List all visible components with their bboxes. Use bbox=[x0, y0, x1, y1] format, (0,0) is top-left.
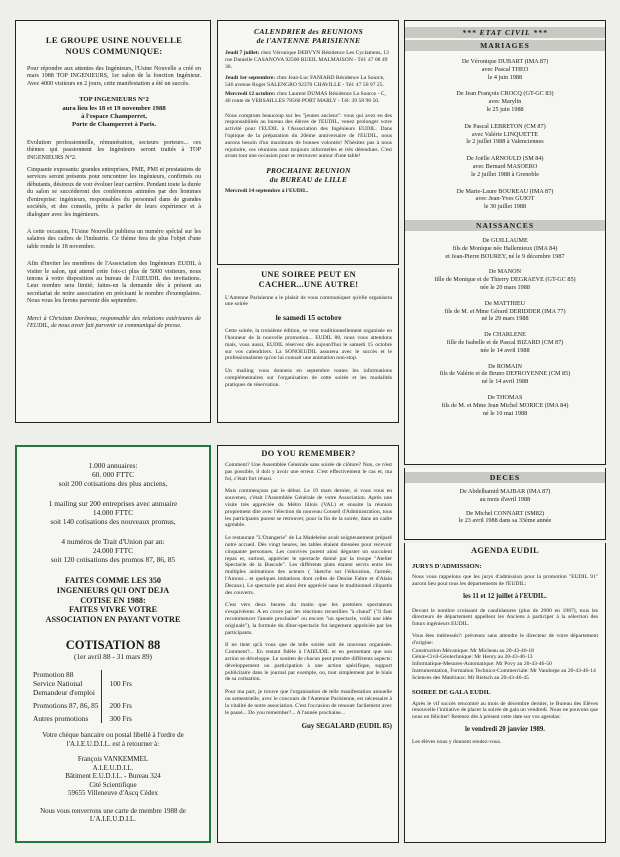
annuaires-cost: 60. 000 FTTC bbox=[91, 470, 135, 479]
address-org: A.I.E.U.D.I.L. bbox=[92, 763, 134, 772]
event-address: Porte de Champerret à Paris. bbox=[71, 121, 156, 129]
address-name: François VANKEMMEL bbox=[77, 755, 149, 764]
reunion-2 bbox=[225, 75, 392, 89]
mailing-cost: 14.000 FTTC bbox=[92, 508, 134, 517]
mariage-line: avec Jean-Yves GUIOT bbox=[475, 195, 535, 203]
jury-intro: Nous vous rappelons que les jurys d'admission pour la promotion "EUDIL 91" auront lieu pour tous les départements de l'EUDIL: bbox=[412, 574, 598, 587]
naissance-entry bbox=[405, 268, 605, 291]
reunion-1-text: chez Véronique DERVYN Résidence Les Cyclamens, 13 rue Danielle CASANOVA 92500 RUEIL MALMAISON - Tél: 47 08 49 36. bbox=[225, 50, 389, 70]
cotisation-title: COTISATION 88 bbox=[65, 637, 161, 652]
mariage-line: le 30 juillet 1988 bbox=[483, 203, 527, 211]
naissance-entry bbox=[405, 331, 605, 354]
prochaine-reunion-date: Mercredi 14 septembre à l'EUDIL. bbox=[225, 188, 309, 195]
prochaine-reunion-1: PROCHAINE REUNION bbox=[266, 166, 351, 176]
calendrier-title-2: de l'ANTENNE PARISIENNE bbox=[256, 36, 361, 45]
prochaine-reunion-2: du BUREAU de LILLE bbox=[269, 174, 348, 184]
mariage-entry bbox=[405, 123, 605, 146]
cotisation-table bbox=[31, 670, 134, 723]
mariage-line: avec Valérie LINQUETTE bbox=[471, 130, 539, 138]
naissance-line: née le 14 avril 1988 bbox=[480, 346, 530, 354]
trait-union-equiv: soit 120 cotisations des promos 87, 86, 85 bbox=[50, 555, 176, 564]
tarif-price-3: 300 Frs bbox=[101, 714, 134, 723]
mariage-line: De Véronique DUBART (IMA 87) bbox=[461, 58, 549, 65]
mariage-line: le 2 juillet 1988 à Valenciennes bbox=[466, 138, 544, 146]
naissance-line: et Jean-Pierre BOUREY, né le 9 décembre 1987 bbox=[445, 252, 565, 260]
gala-title: SOIREE DE GALA EUDIL bbox=[412, 688, 491, 696]
gala-date: le vendredi 20 janvier 1989. bbox=[465, 725, 545, 733]
mariages-list bbox=[405, 58, 605, 211]
agenda-section bbox=[404, 543, 606, 843]
event-date: aura lieu les 18 et 19 novembre 1988 bbox=[62, 104, 166, 112]
groupe-salaires: A cette occasion, l'Usine Nouvelle publiera un numéro spécial sur les salaires des cadres de l'industrie. Ce thème fera de plus l'objet d'une table ronde le 18 novembre. bbox=[27, 228, 201, 250]
trait-union-label: 4 numéros de Trait d'Union par an: bbox=[61, 537, 165, 546]
department-contact: Sciences des Matériaux: Mr Rietsch au 20-43-46-45 bbox=[412, 674, 529, 681]
naissance-entry bbox=[405, 363, 605, 386]
naissance-line: fille de Isabelle et de Pascal BIZARD (CM 87) bbox=[446, 338, 564, 346]
naissance-line: né le 29 mars 1988 bbox=[481, 315, 529, 323]
jury-title: JURYS D'ADMISSION: bbox=[412, 563, 482, 570]
mariage-entry bbox=[405, 90, 605, 113]
reunion-3-text: chez Laurent DUMAS Résidence La Source - C, 46 route de VERSAILLES 78560 PORT MARLY - Tél: 39 58 98 50. bbox=[225, 90, 386, 104]
naissances-header: NAISSANCES bbox=[405, 220, 605, 231]
calendrier-body: Nous comptons beaucoup sur les "jeunes anciens": vous qui avez eu des responsabilités au bureau des élèves de l'EUDIL, venez prolonger votre activité pour l'EUDIL à l'Association des Ingénieurs EUDIL. Dans l'optique de la préparation du 20ème anniversaire de l'EUDIL, nous aurons besoin d'un maximum de bonnes volontés! N'hésitez pas à nous rejoindre, ces réunions sont toujours informelles et très détendues. C'est avant tout une occasion pour se retrouver autour d'une table! bbox=[225, 112, 392, 160]
groupe-title-2: NOUS COMMUNIQUE: bbox=[65, 45, 163, 56]
naissance-line: De CHARLENE bbox=[484, 331, 526, 339]
remember-p3: Le restaurant "L'Orangerie" de La Madeleine avait soigneusement préparé notre accueil. Dès vingt heures, les tables étaient dressées pour recevoir cinquante personnes. Les convives purent ainsi déguster un succulent repas et, surtout, apprécier le spectacle donné par la troupe "Atelier Spectacle de la Buscule". Les différents plats étaient servis entre les multiples animations des acteurs ( 'sketchs sur l'éducation, l'armée, l'Amour... et quelques imitations dont celles de Denise Fabre et d'Alain Decaux). Le spectacle put ainsi être apprécié sans le traditionnel cliquetis des couverts. bbox=[225, 535, 392, 596]
reunion-1 bbox=[225, 50, 392, 70]
event-title: TOP INGENIEURS N°2 bbox=[79, 96, 149, 104]
reunion-3-date: Mercredi 12 octobre: bbox=[225, 90, 276, 97]
naissance-line: fils de Valérie et de Bruno DEFROYENNE (CM 85) bbox=[439, 370, 571, 378]
membership-card-note: Nous vous renverrons une carte de membre 1988 de L'A.I.E.U.D.I.L. bbox=[40, 806, 186, 824]
gala-rendezvous: Les élèves nous y donnent rendez-vous. bbox=[412, 738, 502, 745]
cotisation-period: (1er avril 88 - 31 mars 89) bbox=[74, 651, 152, 661]
naissances-list bbox=[405, 237, 605, 417]
soiree-intro: L'Antenne Parisienne a le plaisir de vous communiquer qu'elle organisera une soirée bbox=[225, 294, 392, 308]
remember-title: DO YOU REMEMBER? bbox=[261, 449, 356, 458]
naissance-line: né le 10 mai 1988 bbox=[482, 409, 528, 417]
reunion-3 bbox=[225, 91, 392, 105]
remember-p1: Comment? Une Assemblée Générale sans soirée de clôture? Non, ce n'est pas possible, il doit y avoir une erreur. C'est effectivement le cas et, ma foi, c'était fort réussi. bbox=[225, 462, 392, 482]
address-cite: Cité Scientifique bbox=[89, 780, 137, 789]
department-contacts bbox=[412, 648, 598, 682]
naissance-entry bbox=[405, 237, 605, 260]
mariage-entry bbox=[405, 188, 605, 211]
mariage-entry bbox=[405, 155, 605, 178]
event-place: à l'espace Champerret, bbox=[81, 113, 147, 121]
reunion-2-date: Jeudi 1er septembre: bbox=[225, 75, 276, 82]
groupe-invitations: Afin d'inviter les membres de l'Association des Ingénieurs EUDIL à visiter le salon, qui attend cette fois-ci plus de 5000 visiteurs, nous tenons à votre disposition au bureau de l'AIEUDIL des invitations. Leur nombre sera limité; faites-en la demande dès à présent au secrétariat de notre association en précisant le nombre d'exemplaires. Nous vous les ferons parvenir dès septembre. bbox=[27, 261, 201, 305]
tarif-price-2: 200 Frs bbox=[101, 701, 134, 710]
groupe-title-1: LE GROUPE USINE NOUVELLE bbox=[45, 35, 183, 45]
naissance-line: fils de M. et Mme Gérard DERIDDER (IMA 77) bbox=[444, 307, 566, 315]
mariage-line: De Joëlle ARNOULD (SM 84) bbox=[466, 155, 544, 163]
mariage-line: le 25 juin 1988 bbox=[486, 105, 524, 113]
naissance-line: De THOMAS bbox=[487, 393, 523, 401]
deces-line: au mois d'avril 1988 bbox=[479, 495, 531, 503]
soiree-title-2: CACHER...UNE AUTRE! bbox=[258, 279, 359, 289]
naissance-entry bbox=[405, 300, 605, 323]
annuaires-equiv: soit 200 cotisations des plus anciens, bbox=[58, 479, 168, 488]
deces-line: le 23 avril 1988 dans sa 33ème année bbox=[458, 517, 552, 525]
department-contact: Informatique-Mesures-Automatique: Mr Povy au 20-43-46-50 bbox=[412, 661, 552, 668]
annuaires-label: 1.000 annuaires: bbox=[88, 461, 138, 470]
groupe-themes: Evolution professionnelle, rémunération, secteurs porteurs... ces thèmes qui passionnent les ingénieurs seront traités à TOP INGENIEURS N°2. bbox=[27, 139, 201, 161]
address-city: 59655 Villeneuve d'Ascq Cédex bbox=[68, 789, 158, 798]
etat-civil-header: *** ETAT CIVIL *** bbox=[405, 27, 605, 38]
trait-union-cost: 24.000 FTTC bbox=[92, 546, 134, 555]
calendrier-title-1: CALENDRIER des REUNIONS bbox=[253, 27, 363, 36]
naissance-line: fils de M. et Mme Jean Michel MORICE (IMA 84) bbox=[441, 401, 569, 409]
cotisation-section bbox=[15, 445, 211, 843]
cheque-instruction: Votre chèque bancaire ou postal libellé à l'ordre de l'A.I.E.U.D.I.L. est à retourner à: bbox=[42, 730, 184, 748]
mariage-line: avec Marylin bbox=[488, 98, 522, 106]
deces-line: De Michel CONNART (SM82) bbox=[465, 509, 545, 517]
naissance-line: né le 14 avril 1988 bbox=[481, 378, 529, 386]
mariage-line: avec Bernard MASOERO bbox=[472, 162, 538, 170]
remember-p2: Mais commençons par le début. Le 19 mars dernier, si vous vous en souvenez, c'était l'Assemblée Générale de votre Association. Après une visite très appréciée du Métro lillois (VAL) et ensuite la réunion proprement dite avec l'élection du nouveau Conseil d'Administration, tous les participants purent se retrouver, pour la fin de la soirée, dans un cadre agréable. bbox=[225, 488, 392, 529]
tarif-row-3: Autres promotions bbox=[33, 713, 89, 723]
deces-line: De Abdelhamid MAJBAR (IMA 87) bbox=[459, 488, 551, 495]
remember-signature: Guy SEGALARD (EUDIL 85) bbox=[301, 722, 392, 731]
soiree-details: Cette soirée, la troisième édition, se veut traditionnellement organisée en l'honneur de la nouvelle promotion... EUDIL 88, nous vous attendons mais, vous aussi, EUDIL réservez dès aujourd'hui le samedi 15 octobre sur vos calendriers. La SONOEUDIL assurera avec le succès et le professionalisme qu'on lui connait une animation non-stop. bbox=[225, 328, 392, 362]
naissance-entry bbox=[405, 394, 605, 417]
naissance-line: fille de Monique et de Thierry DEGRAEVE (GT-GC 85) bbox=[434, 276, 576, 284]
slogan-line-4: FAITES VIVRE VOTRE bbox=[68, 605, 158, 615]
slogan-line-5: ASSOCIATION EN PAYANT VOTRE bbox=[45, 615, 181, 625]
remember-p4: C'est vers deux heures du matin que les premiers spectateurs s'esquivèrent. A en croire par les réactions recueillies "à chaud" ("il faut recommencer l'année prochaine" ou encore "un spectacle, voilà une idée originale"), la formule du dîner-spectacle fut largement appréciée par les participants. bbox=[225, 602, 392, 636]
address-building: Bâtiment E.U.D.I.L. - Bureau 324 bbox=[65, 772, 161, 781]
groupe-exposants: Cinquante exposants: grandes entreprises, PME, PMI et prestataires de services seront présents pour rencontrer les ingénieurs, confirmés ou débutants, désireux de voir évoluer leur carrière. Pendant toute la durée du salon se succèderont des conférences animées par des hommes d'entreprise: ingénieurs, responsables du personnel dans de grandes sociétés, et des conseils, prêts à parler de leurs expérience et à dialoguer avec les ingénieurs. bbox=[27, 167, 201, 218]
mariage-line: le 2 juillet 1988 à Grenoble bbox=[471, 170, 539, 178]
mariage-line: avec Pascal THEO bbox=[481, 65, 529, 73]
soiree-section bbox=[217, 268, 399, 423]
mariages-header: MARIAGES bbox=[405, 40, 605, 51]
slogan-line-1: FAITES COMME LES 350 bbox=[64, 576, 162, 585]
groupe-intro: Pour répondre aux attentes des Ingénieurs, l'Usine Nouvelle a créé en mars 1988 TOP INGENIEURS, 1er salon de la fonction Ingénieur. Avec 4000 visiteurs en 2 jours, cette manifestation a été un succès. bbox=[27, 66, 201, 87]
slogan-line-3: COTISE EN 1988: bbox=[80, 595, 146, 605]
mailing-label: 1 mailing sur 200 entreprises avec annuaire bbox=[48, 499, 178, 508]
slogan-line-2: INGENIEURS QUI ONT DEJA bbox=[56, 585, 170, 595]
naissance-line: De MANON bbox=[488, 268, 522, 276]
naissance-line: De GUILLAUME bbox=[482, 236, 528, 244]
remember-p6: Pour ma part, je trouve que l'organisation de telle manifestation annuelle ou semestrielle, avec le concours de l'Antenne Parisienne, est nécessaire à la vitalité de notre association. C'est l'occasion de renouer facilement avec le passé... Do you remember?... A l'année prochaine... bbox=[225, 689, 392, 716]
deces-section bbox=[404, 468, 606, 540]
mariage-line: De Jean François CROCQ (GT-GC 83) bbox=[456, 90, 554, 98]
mariage-line: De Marie-Laure BOUREAU (IMA 87) bbox=[456, 187, 554, 195]
soiree-date: le samedi 15 octobre bbox=[275, 313, 342, 323]
naissance-line: née le 20 mars 1988 bbox=[480, 283, 530, 291]
deces-header: DECES bbox=[405, 472, 605, 483]
remember-section bbox=[217, 445, 399, 843]
mariage-line: le 4 juin 1988 bbox=[487, 73, 523, 81]
jury-interesses: Vous êtes intéressés?: prévenez sans attendre le directeur de votre département d'origine: bbox=[412, 632, 598, 646]
department-contact: Construction Mécanique: Mr Micheau au 20-43-46-18 bbox=[412, 647, 534, 654]
remember-p5: Il ne tient qu'à vous que de telle soirée soit de nouveau organisée. Comment?... En restant fidèle à l'AIEUDIL et en permettant que son action se développe. Le soutien de chacun peut prendre différents aspects: développement ou participation à une action spécifique, support publicitaire dans le journal par exemple, ou, tout simplement par le biais de sa cotisation. bbox=[225, 642, 392, 683]
soiree-title-1: UNE SOIREE PEUT EN bbox=[261, 270, 356, 279]
department-contact: Génie-Civil-Géotechnique: Mr Henry au 20-43-46-13 bbox=[412, 654, 533, 661]
gala-intro: Après le vif succès rencontré au mois de décembre dernier, le Bureau des Elèves renouvelle l'initiative de placer la soirée de gala un vendredi. Nous ne pouvons que nous en féliciter! Retenez dès à présent cette date sur vos agendas: bbox=[412, 700, 598, 721]
tarif-row-2: Promotions 87, 86, 85 bbox=[33, 700, 99, 710]
groupe-thanks: Merci à Christian Dorémus, responsable des relations extérieures de l'EUDIL, de nous avoir fait parvenir ce communiqué de presse. bbox=[27, 315, 201, 329]
naissance-line: fils de Monique née Hallemieux (IMA 84) bbox=[452, 244, 558, 252]
tarif-row-1: Promotion 88 Service National Demandeur d'emploi bbox=[33, 669, 95, 697]
jury-date: les 11 et 12 juillet à l'EUDIL. bbox=[463, 592, 547, 600]
mailing-equiv: soit 140 cotisations des nouveaux promus, bbox=[50, 517, 176, 526]
deces-entry bbox=[405, 510, 605, 526]
groupe-usine-section bbox=[15, 20, 211, 423]
reunion-1-date: Jeudi 7 juillet: bbox=[225, 50, 260, 56]
jury-candidatures: Devant le nombre croissant de candidatures (plus de 2000 en 1987), tous les directeurs de département appellent les Anciens à participer à la sélection des futurs ingénieurs EUDIL. bbox=[412, 607, 598, 628]
deces-list bbox=[405, 488, 605, 525]
reunion-2-text: chez Jean-Luc FANIARD Résidence La Source, 546 avenue Roger SALENGRO 92370 CHAVILLE - Tél: 47 50 97 25. bbox=[225, 75, 385, 89]
deces-entry bbox=[405, 488, 605, 504]
department-contact: Instrumentation, Formation Technico-Commerciale: Mr Vandorpe au 20-43-46-14 bbox=[412, 667, 596, 674]
agenda-title: AGENDA EUDIL bbox=[470, 546, 540, 555]
etat-civil-section bbox=[404, 20, 606, 465]
mariage-line: De Pascal LEBRETON (CM 87) bbox=[464, 122, 546, 130]
naissance-line: De ROMAIN bbox=[488, 362, 522, 370]
soiree-mailing: Un mailing vous donnera en septembre toutes les informations complémentaires sur l'organisation de cette soirée et les modalités pratiques de réservation. bbox=[225, 368, 392, 388]
naissance-line: De MATTHIEU bbox=[484, 299, 526, 307]
calendrier-section bbox=[217, 20, 399, 265]
mariage-entry bbox=[405, 58, 605, 81]
tarif-price-1: 100 Frs bbox=[101, 670, 134, 697]
